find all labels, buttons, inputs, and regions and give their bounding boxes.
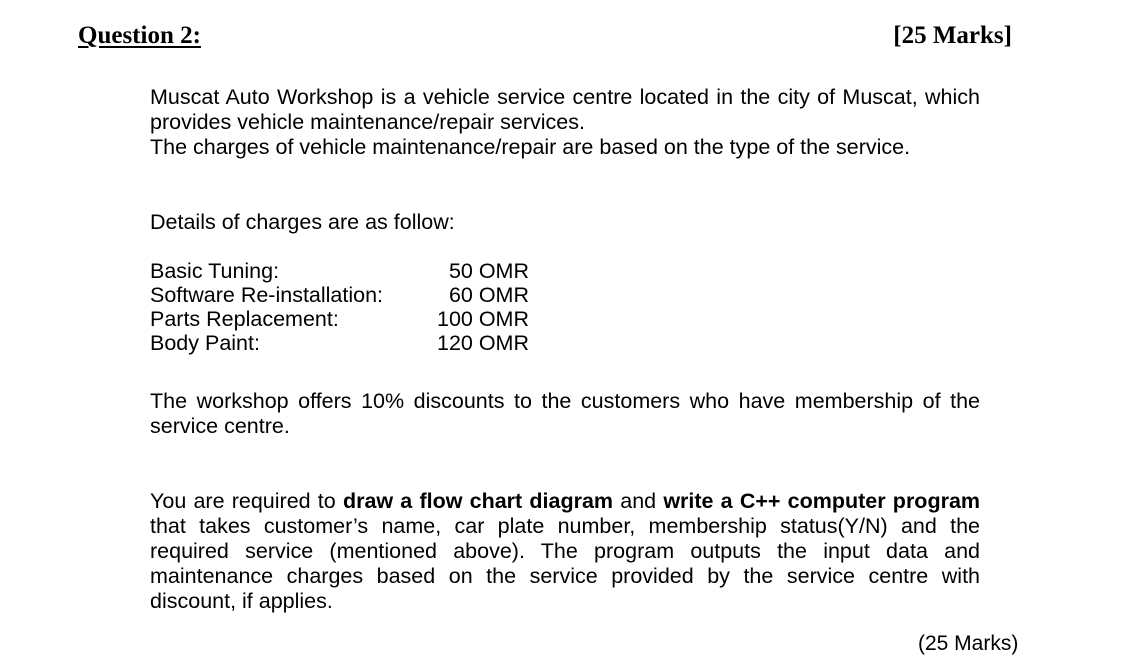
- requirement-bold-program: write a C++ computer program: [663, 489, 981, 513]
- charge-row: [150, 331, 550, 355]
- discount-paragraph: The workshop offers 10% discounts to the customers who have membership of the service centre.: [150, 389, 980, 438]
- requirement-section: [150, 489, 980, 614]
- charge-name: Basic Tuning:: [150, 259, 280, 283]
- requirement-text-3: that takes customer’s name, car plate number, membership status(Y/N) and the required service (mentioned above). The program outputs the input data and maintenance charges based on the service provided by the service centre with discount, if applies.: [150, 514, 980, 613]
- charge-price: 50 OMR: [448, 259, 529, 283]
- requirement-text-2: and: [613, 489, 664, 513]
- charge-price: 120 OMR: [436, 331, 529, 355]
- charges-list: [150, 259, 550, 355]
- intro-section: [150, 85, 980, 160]
- discount-section: [150, 389, 980, 439]
- intro-paragraph-1: Muscat Auto Workshop is a vehicle service centre located in the city of Muscat, which provides vehicle maintenance/repair services.: [150, 85, 980, 134]
- details-heading: Details of charges are as follow:: [150, 210, 455, 234]
- charge-row: [150, 283, 550, 307]
- requirement-text-1: You are required to: [150, 489, 343, 513]
- charge-row: [150, 259, 550, 283]
- charge-name: Software Re-installation:: [150, 283, 384, 307]
- question-marks: [25 Marks]: [893, 22, 1012, 49]
- charge-name: Body Paint:: [150, 331, 260, 355]
- question-title: Question 2:: [78, 22, 201, 49]
- cut-off-marks: (25 Marks): [918, 632, 1019, 655]
- requirement-paragraph: [150, 489, 980, 614]
- requirement-bold-flowchart: draw a flow chart diagram: [342, 489, 614, 513]
- charge-row: [150, 307, 550, 331]
- intro-paragraph-2: The charges of vehicle maintenance/repair are based on the type of the service.: [150, 135, 911, 159]
- charge-price: 60 OMR: [448, 283, 529, 307]
- charge-price: 100 OMR: [436, 307, 529, 331]
- charge-name: Parts Replacement:: [150, 307, 339, 331]
